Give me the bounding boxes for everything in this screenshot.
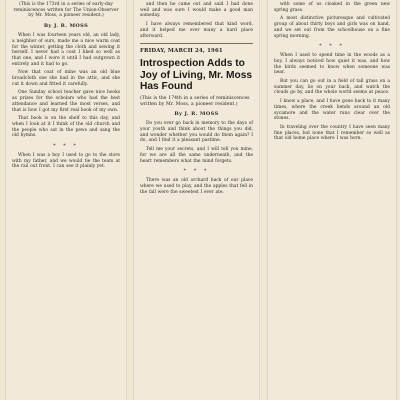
- article-headline: Introspection Adds to Joy of Living, Mr. Moss Has Found: [140, 58, 253, 93]
- section-separator: * * *: [53, 143, 79, 150]
- divider: [140, 43, 253, 44]
- paragraph: When I used to spend time in the woods as a boy, I always noticed how quiet it was, and how the birds seemed to know when someone was near.: [274, 53, 390, 76]
- middle-column-content: [134, 0, 259, 200]
- paragraph: Tell me your secrets, and I will tell you mine, for we are all the same underneath, and the heart remembers what the mind forgets.: [140, 147, 253, 164]
- paragraph: and then he came out and said I had done well and was sure I would make a good man someday.: [140, 2, 253, 19]
- paragraph: I know a place, and I have gone back to it many times, where the creek bends around an old sycamore and the water runs clear over the stones.: [274, 99, 390, 122]
- paragraph: A most distinctive picturesque and cultivated group of about thirty boys and girls was on hand, and we set out from the schoolhouse on a fine spring morning.: [274, 16, 390, 39]
- middle-clipping: [134, 0, 259, 400]
- section-separator: * * *: [183, 168, 210, 175]
- paragraph: There was an old orchard back of our place where we used to play, and the apples that fell in the fall were the sweetest I ever ate.: [140, 178, 253, 195]
- left-column-content: [6, 0, 126, 175]
- byline: By J. R. MOSS: [174, 111, 219, 118]
- paragraph: Now that coat of mine was an old blue broadcloth one she had in the attic, and she cut it down and fitted it carefully.: [12, 70, 120, 87]
- paragraph: In traveling over the country I have seen many fine places, but none that I remember so well as that old home place where I was born.: [274, 124, 390, 142]
- series-note: (This is the 173rd in a series of early-day reminiscences written for The Union-Observer by Mr. Moss, a pioneer resident.): [13, 2, 119, 19]
- paragraph: with some of us cloaked in the green new spring grass.: [274, 2, 390, 13]
- paragraph: That book is on the shelf to this day, and when I look at it I think of the old church and the people who sat in the pews and sang the old hymns.: [12, 116, 120, 139]
- right-column-content: [268, 0, 396, 147]
- paragraph: Do you ever go back in memory to the days of your youth and think about the things you did, and wonder whether you would do them again? I do, and I find it a pleasant pastime.: [140, 121, 253, 144]
- left-clipping: [6, 0, 126, 400]
- right-clipping: [268, 0, 396, 400]
- paragraph: I have always remembered that kind word, and it helped me over many a hard place afterward.: [140, 22, 253, 39]
- paragraph: But you can go out in a field of tall grass on a summer day, lie on your back, and watch the clouds go by, and the whole world seems at peace.: [274, 79, 390, 96]
- paragraph: When I was fourteen years old, an old lady, a neighbor of ours, made me a nice warm coat for the winter, getting the cloth and sewing it herself. I never had a coat I liked so well as that one, and I wore it until I had outgrown it entirely and it had to go.: [12, 33, 120, 67]
- section-separator: * * *: [319, 43, 345, 50]
- byline: By J. R. MOSS: [43, 23, 89, 30]
- series-note: (This is the 174th in a series of reminiscences written by Mr. Moss, a pioneer resident.): [140, 95, 250, 107]
- dateline: FRIDAY, MARCH 24, 1961: [140, 48, 223, 55]
- paragraph: One Sunday school teacher gave nice books as prizes for the scholars who had the best attendance and learned the most verses, and that is how I got my first real book of my own.: [12, 90, 120, 113]
- paragraph: When I was a boy I used to go to the store with my father, and we would tie the team at the rail out front. I can see it plainly yet.: [12, 153, 120, 170]
